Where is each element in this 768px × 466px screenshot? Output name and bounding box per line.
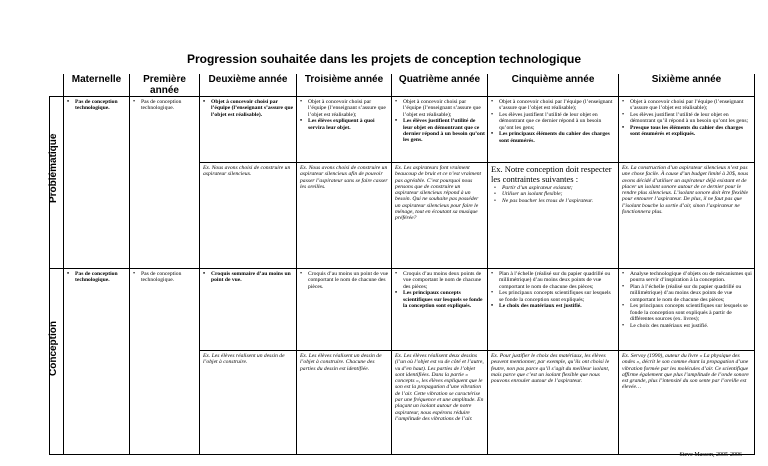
list-item: • Objet à concevoir choisi par l’équipe (l’enseignant s’assure que l’objet est réalisable). bbox=[202, 99, 294, 118]
criteria-cell bbox=[130, 97, 200, 269]
criteria-cell bbox=[200, 97, 297, 163]
column-header: Deuxième année bbox=[200, 74, 297, 97]
criteria-cell bbox=[64, 97, 130, 269]
row-label-problematique: Problématique bbox=[48, 133, 59, 203]
column-header: Troisième année bbox=[297, 74, 392, 97]
corner-cell bbox=[50, 74, 64, 97]
criteria-cell bbox=[488, 97, 619, 163]
footer-credit: Steve Masson, 2005-2006 bbox=[679, 452, 742, 458]
list-item: • Les élèves expliquent à quoi servira leur objet. bbox=[299, 118, 389, 131]
example-cell: Ex. Nous avons choisi de construire un aspirateur silencieux. bbox=[200, 163, 297, 269]
table-row bbox=[50, 269, 755, 351]
criteria-cell bbox=[130, 269, 200, 455]
list-item: • Pas de conception technologique. bbox=[66, 99, 127, 112]
example-cell: Ex. Les élèves réalisent un dessin de l’objet à construire. bbox=[200, 351, 297, 455]
list-item: • Ne pas boucher les trous de l’aspirateur. bbox=[493, 198, 615, 204]
example-cell: Ex. La construction d’un aspirateur silencieux n’est pas une chose facile. À cause d’un budget limité à 20$, nous avons décidé d’utiliser un aspirateur déjà existant et de placer un isolant sonore autour de ce dernier pour le rendre plus silencieux. L’isolant sonore doit être flexible pour entourer l’aspirateur. De plus, il ne faut pas que l’isolant bouche la sortie d’air, sinon l’aspirateur ne fonctionnera plus. bbox=[619, 163, 755, 269]
column-header: Sixième année bbox=[619, 74, 755, 97]
page-title: Progression souhaitée dans les projets de conception technologique bbox=[186, 52, 582, 66]
column-header: Première année bbox=[130, 74, 200, 97]
list-item: • Objet à concevoir choisi par l’équipe (l’enseignant s’assure que l’objet est réalisable); bbox=[490, 99, 616, 112]
table-row bbox=[50, 97, 755, 163]
criteria-cell bbox=[297, 97, 392, 163]
example-cell: Ex. Servoy (1990), auteur du livre « La physique des ondes », décrit le son comme étant la propagation d’une vibration formée par les molécules d’air. Ce scientifique affirme également que plus l’amplitude de l’onde sonore est grande, plus l’intensité du son sente par l’oreille est élevée… bbox=[619, 351, 755, 455]
list-item: • Les principaux concepts scientifiques sur lesquels se fonde la conception sont expliqués. bbox=[394, 290, 485, 309]
list-item: • Le choix des matériaux est justifié. bbox=[621, 323, 752, 329]
list-item: • Pas de conception technologique. bbox=[132, 99, 197, 112]
list-item: • Le choix des matériaux est justifié. bbox=[490, 303, 616, 309]
row-label-conception: Conception bbox=[48, 321, 59, 377]
criteria-cell bbox=[392, 97, 488, 163]
list-item: • Partir d’un aspirateur existant; bbox=[493, 185, 615, 191]
side-cell bbox=[50, 269, 64, 455]
list-item: • Les élèves justifient l’utilité de leur objet en démontrant que ce dernier répond à un besoin qu’ont les gens; bbox=[490, 112, 616, 131]
example-cell: Ex. Les élèves réalisent deux dessins (l’un où l’objet est vu de côté et l’autre, vu d’en haut). Les parties de l’objet sont identifiées. Dans la partie « concepts », les élèves expliquent que le son est la propagation d’une vibration de l’air. Cette vibration se caractérise par une fréquence et une amplitude. En plaçant un isolant autour de notre aspirateur, nous espérons réduire l’amplitude des vibrations de l’air. bbox=[392, 351, 488, 455]
criteria-cell bbox=[488, 269, 619, 351]
example-cell: Ex. Nous avons choisi de construire un aspirateur silencieux afin de pouvoir passer l’aspirateur sans se faire casser les oreilles. bbox=[297, 163, 392, 269]
list-item: • Les principaux concepts scientifiques sur lesquels se fonde la conception sont expliqués; bbox=[490, 290, 616, 303]
list-item: • Plan à l’échelle (réalisé sur du papier quadrillé ou millimétrique) d’au moins deux points de vue comportant le nom de chacune des pièces; bbox=[621, 284, 752, 303]
progression-table bbox=[49, 74, 755, 455]
criteria-cell bbox=[619, 97, 755, 163]
list-item: • Les élèves justifient l’utilité de leur objet en démontrant qu’il répond à un besoin qu’ont les gens; bbox=[621, 112, 752, 125]
criteria-cell bbox=[200, 269, 297, 351]
column-header: Quatrième année bbox=[392, 74, 488, 97]
example-cell bbox=[488, 163, 619, 269]
criteria-cell bbox=[297, 269, 392, 351]
example-cell: Ex. Pour justifier le choix des matériaux, les élèves peuvent mentionner, par exemple, qu’ils ont choisi le feutre, non pas parce qu’il s’agit du meilleur isolant, mais parce que c’est un isolant flexible que nous pouvons enrouler autour de l’aspirateur. bbox=[488, 351, 619, 455]
list-item: • Objet à concevoir choisi par l’équipe (l’enseignant s’assure que l’objet est réalisable); bbox=[394, 99, 485, 118]
criteria-cell bbox=[392, 269, 488, 351]
list-item: • Objet à concevoir choisi par l’équipe (l’enseignant s’assure que l’objet est réalisable); bbox=[299, 99, 389, 118]
list-item: • Analyse technologique d’objets ou de mécanismes qui pourra servir d’inspiration à la conception. bbox=[621, 271, 752, 284]
criteria-cell bbox=[64, 269, 130, 455]
list-item: • Croquis sommaire d’au moins un point de vue. bbox=[202, 271, 294, 284]
criteria-cell bbox=[619, 269, 755, 351]
example-intro: Ex. Notre conception doit respecter les contraintes suivantes : bbox=[491, 164, 612, 184]
column-header: Maternelle bbox=[64, 74, 130, 97]
list-item: • Pas de conception technologique. bbox=[132, 271, 197, 284]
list-item: • Croquis d’au moins deux points de vue comportant le nom de chacune des pièces; bbox=[394, 271, 485, 290]
example-cell: Ex. Les élèves réalisent un dessin de l’objet à construire. Chacune des parties du dessin est identifiée. bbox=[297, 351, 392, 455]
list-item: • Pas de conception technologique. bbox=[66, 271, 127, 284]
column-header: Cinquième année bbox=[488, 74, 619, 97]
list-item: • Les principaux concepts scientifiques sur lesquels se fonde la conception sont expliqués à partir de différentes sources (ex. livres); bbox=[621, 303, 752, 322]
list-item: • Les élèves justifient l’utilité de leur objet en démontrant que ce dernier répond à un besoin qu’ont les gens. bbox=[394, 118, 485, 143]
side-cell bbox=[50, 97, 64, 269]
header-row bbox=[50, 74, 755, 97]
example-cell: Ex. Les aspirateurs font vraiment beaucoup de bruit et ce n’est vraiment pas agréable. C’est pourquoi nous pensons que de construire un aspirateur silencieux répond à un besoin. Qui ne souhaite pas posséder un aspirateur silencieux pour faire le ménage, tout en écoutant sa musique préférée? bbox=[392, 163, 488, 269]
list-item: • Objet à concevoir choisi par l’équipe (l’enseignant s’assure que l’objet est réalisable); bbox=[621, 99, 752, 112]
list-item: • Utiliser un isolant flexible; bbox=[493, 191, 615, 197]
list-item: • Plan à l’échelle (réalisé sur du papier quadrillé ou millimétrique) d’au moins deux points de vue comportant le nom de chacune des pièces; bbox=[490, 271, 616, 290]
list-item: • Croquis d’au moins un point de vue comportant le nom de chacune des pièces. bbox=[299, 271, 389, 290]
list-item: • Les principaux éléments du cahier des charges sont énumérés. bbox=[490, 131, 616, 144]
list-item: • Presque tous les éléments du cahier des charges sont énumérés et expliqués. bbox=[621, 125, 752, 138]
